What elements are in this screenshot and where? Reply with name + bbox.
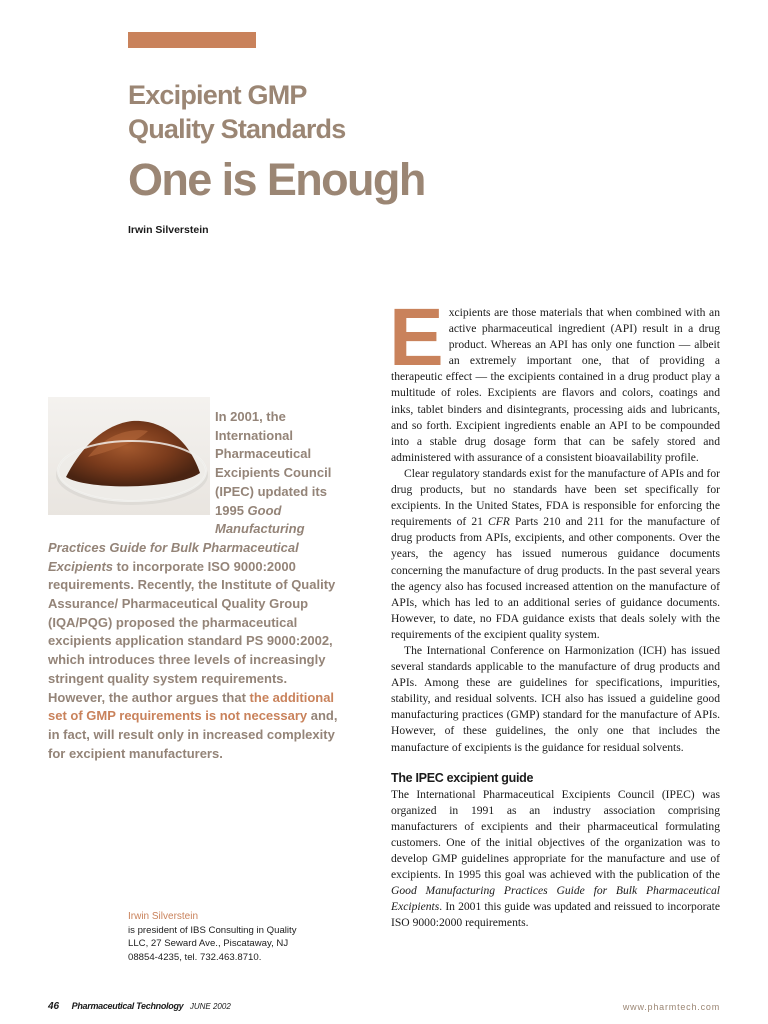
body-paragraph-2-text-a: Clear regulatory standards exist for the manufacture of APIs and for drug products, but no standards have been set specifically for excipients. In the United States, FDA is responsible for enforcing the requirements of 21 (391, 466, 720, 529)
abstract-text-3: and, in fact, will result only in increased complexity for excipient manufacturers. (48, 708, 338, 761)
article-title (128, 78, 468, 208)
accent-bar (128, 32, 256, 48)
abstract-text-1: In 2001, the International Pharmaceutical Excipients Council (IPEC) updated its 1995 (215, 409, 332, 518)
abstract-guide-title: Good Manufacturing Practices Guide for Bulk Pharmaceutical Excipients (48, 502, 305, 574)
issue-date: JUNE 2002 (189, 1002, 231, 1011)
abstract-highlight: the additional set of GMP requirements is not necessary (48, 689, 335, 724)
footer-left (48, 1001, 231, 1012)
body-paragraph-4 (391, 787, 720, 932)
title-line-2: Quality Standards (128, 114, 346, 144)
guide-title-italic: Good Manufacturing Practices Guide for Bulk Pharmaceutical Excipients (391, 884, 720, 914)
body-paragraph-4-text-a: The International Pharmaceutical Excipients Council (IPEC) was organized in 1991 as an industry association comprising manufacturers of excipients and their pharmaceutical formulating customers. One of the initial objectives of the organization was to develop GMP guidelines appropriate for the manufacture and use of excipients. In 1995 this goal was achieved with the publication of the (391, 787, 720, 882)
section-heading: The IPEC excipient guide (391, 770, 534, 785)
title-line-3: One is Enough (128, 154, 425, 205)
publication-name: Pharmaceutical Technology (71, 1001, 184, 1011)
footer-url: www.pharmtech.com (622, 1002, 720, 1012)
byline: Irwin Silverstein (128, 224, 209, 236)
page-number: 46 (48, 1001, 60, 1012)
body-paragraph-2-text-b: Parts 210 and 211 for the manufacture of drug products from APIs, excipients, and other components. Over the years, the agency has issued numerous guidance documents concerning the manufacture of drug products. In the past several years the agency also has focused increased attention on the manufacture of APIs, which has led to an additional series of guidance documents. However, to date, no FDA guidance exists that deals solely with the requirements of the excipient quality system. (391, 515, 720, 641)
body-paragraph-1 (389, 292, 720, 466)
body-paragraph-3: The International Conference on Harmonization (ICH) has issued several standards applicable to the manufacture of drug products and APIs. Among these are guidelines for specifications, impurities, stability, and residual solvents. ICH also has issued a guideline good manufacturing practices (GMP) standard for the manufacture of APIs. However, of these guidelines, the only one that includes the manufacture of excipients is the guidance for residual solvents. (391, 643, 720, 754)
body-column (389, 292, 720, 931)
abstract-text-2: to incorporate ISO 9000:2000 requirements. Recently, the Institute of Quality Assurance/ Pharmaceutical Quality Group (IQA/PQG) proposed the pharmaceutical excipients application standard PS 9000:2002, which introduces three levels of increasingly stringent quality system requirements. However, the author argues that (48, 558, 336, 705)
drop-cap: E (389, 292, 444, 383)
bio-name: Irwin Silverstein (128, 911, 199, 922)
cfr-italic: CFR (487, 515, 510, 529)
body-paragraph-1-text: xcipients are those materials that when combined with an active pharmaceutical ingredient (API) result in a drug product. Whereas an API has only one function — albeit an extremely important one, that of providing a therapeutic effect — the excipients contained in a drug product play a multitude of roles. Excipients are flavors and colors, coatings and inks, tablet binders and disintegrants, processing aids and lubricants, and so forth. Excipient ingredients enable an API to be compounded into a stable drug dosage form that can be safely stored and administered with assurance of a consistent bioavailability profile. (391, 306, 720, 464)
body-paragraph-2 (391, 466, 720, 643)
author-bio (128, 910, 318, 964)
body-paragraph-4-text-b: . In 2001 this guide was updated and reissued to incorporate ISO 9000:2000 requirements. (391, 900, 720, 930)
abstract (48, 408, 338, 763)
bio-text: is president of IBS Consulting in Quality LLC, 27 Seward Ave., Piscataway, NJ 08854-4235, tel. 732.463.8710. (128, 924, 297, 963)
title-line-1: Excipient GMP (128, 80, 307, 110)
